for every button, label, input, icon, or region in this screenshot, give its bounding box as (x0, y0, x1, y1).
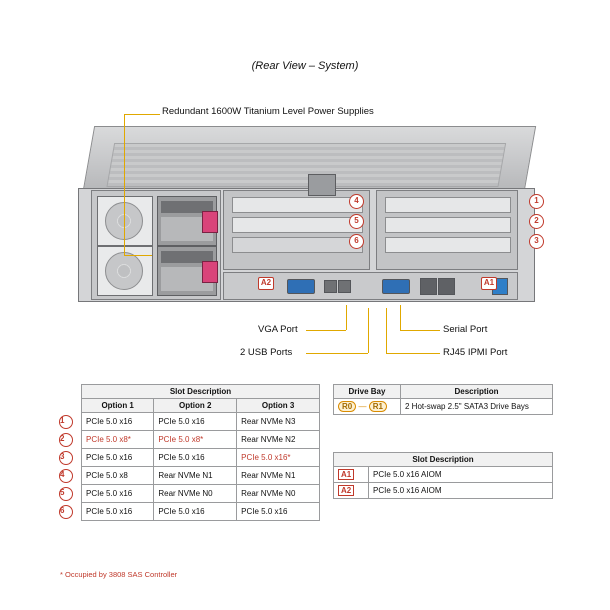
leader-serial-v (400, 305, 401, 330)
range-dash: — (358, 402, 367, 411)
rj45-ipmi-port (420, 278, 437, 295)
badge-slot-1: 1 (529, 194, 544, 209)
drive-col-bay: Drive Bay (334, 385, 401, 399)
cell-5-option1: PCIe 5.0 x16 (82, 485, 154, 503)
cell-3-option3: PCIe 5.0 x16* (237, 449, 320, 467)
expansion-cage-left (223, 190, 370, 270)
slot-table-footnote: * Occupied by 3808 SAS Controller (60, 570, 178, 579)
expansion-cage-right (376, 190, 518, 270)
cell-6-option2: PCIe 5.0 x16 (154, 503, 237, 521)
slot-col-option2: Option 2 (154, 399, 237, 413)
drive-bay-table (333, 384, 553, 415)
aiom-row-badge-a2 (334, 483, 369, 499)
slot-3-bracket (385, 237, 511, 253)
slot-table-title: Slot Description (82, 385, 320, 399)
badge-slot-5: 5 (349, 214, 364, 229)
aiom-a2-description: PCIe 5.0 x16 AIOM (369, 483, 553, 499)
cell-6-option3: PCIe 5.0 x16 (237, 503, 320, 521)
callout-ipmi: RJ45 IPMI Port (443, 347, 508, 358)
leader-usb-v (368, 308, 369, 353)
usb-port-1 (324, 280, 337, 293)
cell-1-option2: PCIe 5.0 x16 (154, 413, 237, 431)
vga-port (287, 279, 315, 294)
top-vent-pattern (106, 143, 506, 187)
table-row (55, 503, 320, 521)
page-title: (Rear View – System) (251, 60, 359, 72)
leader-vga-h (306, 330, 346, 331)
usb-port-2 (338, 280, 351, 293)
badge-a2: A2 (338, 485, 354, 496)
leader-psu-h2 (124, 255, 152, 256)
slot-1-bracket (385, 197, 511, 213)
cell-4-option1: PCIe 5.0 x8 (82, 467, 154, 485)
leader-serial-h (400, 330, 440, 331)
leader-vga-v (346, 305, 347, 330)
cell-5-option2: Rear NVMe N0 (154, 485, 237, 503)
cell-5-option3: Rear NVMe N0 (237, 485, 320, 503)
table-row (55, 467, 320, 485)
drive-bay-r1 (202, 261, 218, 283)
slot-5-bracket (232, 217, 363, 233)
cell-3-option1: PCIe 5.0 x16 (82, 449, 154, 467)
rj45-lan-port (438, 278, 455, 295)
rear-view-illustration (78, 126, 539, 311)
callout-usb: 2 USB Ports (240, 347, 293, 358)
table-row (55, 449, 320, 467)
cell-3-option2: PCIe 5.0 x16 (154, 449, 237, 467)
row-badge-5: 5 (59, 487, 73, 501)
table-row (55, 431, 320, 449)
badge-slot-3: 3 (529, 234, 544, 249)
callout-vga: VGA Port (258, 324, 298, 335)
leader-usb-h (306, 353, 368, 354)
slot-description-table (55, 384, 320, 521)
cell-4-option2: Rear NVMe N1 (154, 467, 237, 485)
serial-port (382, 279, 410, 294)
aiom-row-badge-a1 (334, 467, 369, 483)
badge-drive-r1: R1 (369, 401, 387, 412)
table-row (334, 483, 553, 499)
callout-serial: Serial Port (443, 324, 488, 335)
aiom-slot-table (333, 452, 553, 499)
leader-ipmi-v (386, 308, 387, 353)
leader-psu-v (124, 114, 125, 256)
cell-1-option1: PCIe 5.0 x16 (82, 413, 154, 431)
row-badge-1: 1 (59, 415, 73, 429)
badge-aiom-a2: A2 (258, 277, 274, 290)
table-row (55, 485, 320, 503)
row-badge-2: 2 (59, 433, 73, 447)
cell-4-option3: Rear NVMe N1 (237, 467, 320, 485)
drive-col-description: Description (401, 385, 553, 399)
leader-ipmi-h (386, 353, 440, 354)
row-badge-6: 6 (59, 505, 73, 519)
power-supply-zone (91, 190, 221, 300)
badge-aiom-a1: A1 (481, 277, 497, 290)
drive-bay-range (334, 399, 401, 415)
cell-2-option3: Rear NVMe N2 (237, 431, 320, 449)
cell-6-option1: PCIe 5.0 x16 (82, 503, 154, 521)
slot-col-option1: Option 1 (82, 399, 154, 413)
callout-power-supplies: Redundant 1600W Titanium Level Power Supplies (162, 106, 374, 117)
table-row (334, 399, 553, 415)
drive-bay-description: 2 Hot-swap 2.5" SATA3 Drive Bays (401, 399, 553, 415)
slot-col-option3: Option 3 (237, 399, 320, 413)
slot-4-bracket (232, 197, 363, 213)
badge-slot-6: 6 (349, 234, 364, 249)
row-badge-3: 3 (59, 451, 73, 465)
cell-2-option1: PCIe 5.0 x8* (82, 431, 154, 449)
badge-drive-r0: R0 (338, 401, 356, 412)
aiom-table-title: Slot Description (334, 453, 553, 467)
aiom-a1-description: PCIe 5.0 x16 AIOM (369, 467, 553, 483)
cell-2-option2: PCIe 5.0 x8* (154, 431, 237, 449)
table-row (334, 467, 553, 483)
drive-bay-r0 (202, 211, 218, 233)
slot-2-bracket (385, 217, 511, 233)
badge-slot-2: 2 (529, 214, 544, 229)
ipmi-module (308, 174, 336, 196)
badge-a1: A1 (338, 469, 354, 480)
slot-6-bracket (232, 237, 363, 253)
cell-1-option3: Rear NVMe N3 (237, 413, 320, 431)
table-row (55, 413, 320, 431)
row-badge-4: 4 (59, 469, 73, 483)
leader-psu-h (124, 114, 160, 115)
badge-slot-4: 4 (349, 194, 364, 209)
fan-icon (105, 252, 143, 290)
